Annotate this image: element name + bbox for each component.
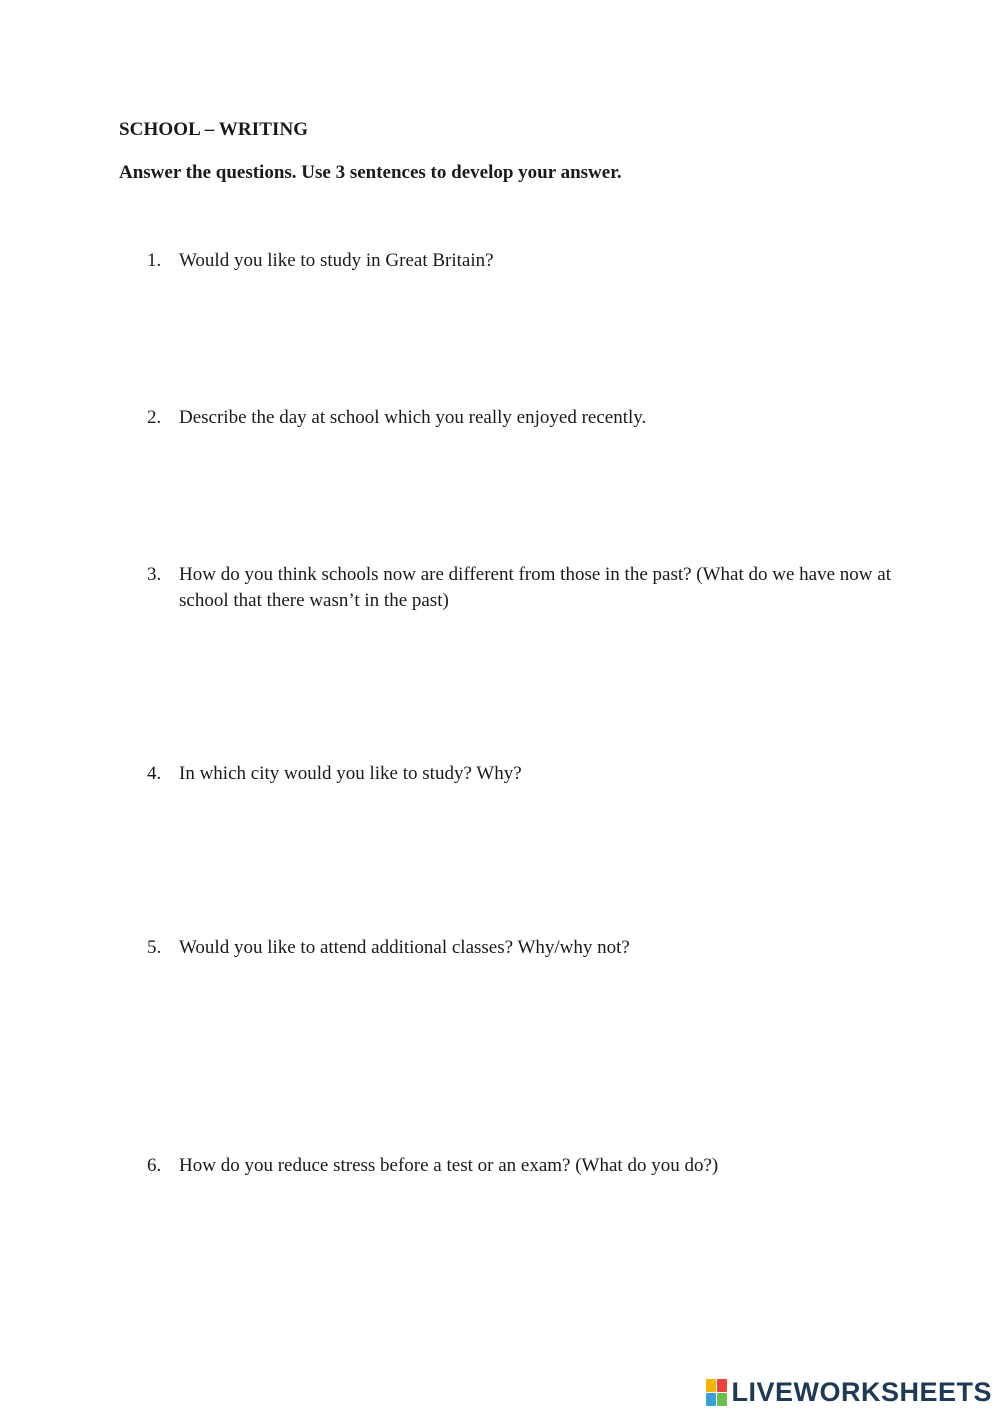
worksheet-title: SCHOOL – WRITING bbox=[119, 119, 309, 140]
question-text: Would you like to attend additional classes? Why/why not? bbox=[179, 937, 630, 958]
question-item bbox=[147, 562, 897, 614]
question-text: Would you like to study in Great Britain? bbox=[179, 250, 494, 271]
question-number: 3. bbox=[147, 564, 162, 585]
question-text: In which city would you like to study? Why? bbox=[179, 763, 522, 784]
question-number: 4. bbox=[147, 763, 162, 784]
worksheet-instructions: Answer the questions. Use 3 sentences to develop your answer. bbox=[119, 162, 622, 183]
logo-mark-icon bbox=[706, 1379, 727, 1406]
question-item bbox=[147, 405, 897, 431]
question-text: How do you think schools now are different from those in the past? (What do we have now at school that there wasn’t in the past) bbox=[179, 564, 891, 611]
logo-text: LIVEWORKSHEETS bbox=[731, 1376, 992, 1407]
question-item bbox=[147, 1153, 897, 1179]
liveworksheets-logo bbox=[706, 1377, 992, 1407]
question-text: Describe the day at school which you really enjoyed recently. bbox=[179, 407, 647, 428]
question-number: 6. bbox=[147, 1155, 162, 1176]
question-text: How do you reduce stress before a test or an exam? (What do you do?) bbox=[179, 1155, 719, 1176]
question-item bbox=[147, 935, 897, 961]
question-item bbox=[147, 761, 897, 787]
question-number: 2. bbox=[147, 407, 162, 428]
question-number: 1. bbox=[147, 250, 162, 271]
question-number: 5. bbox=[147, 937, 162, 958]
question-item bbox=[147, 248, 897, 274]
